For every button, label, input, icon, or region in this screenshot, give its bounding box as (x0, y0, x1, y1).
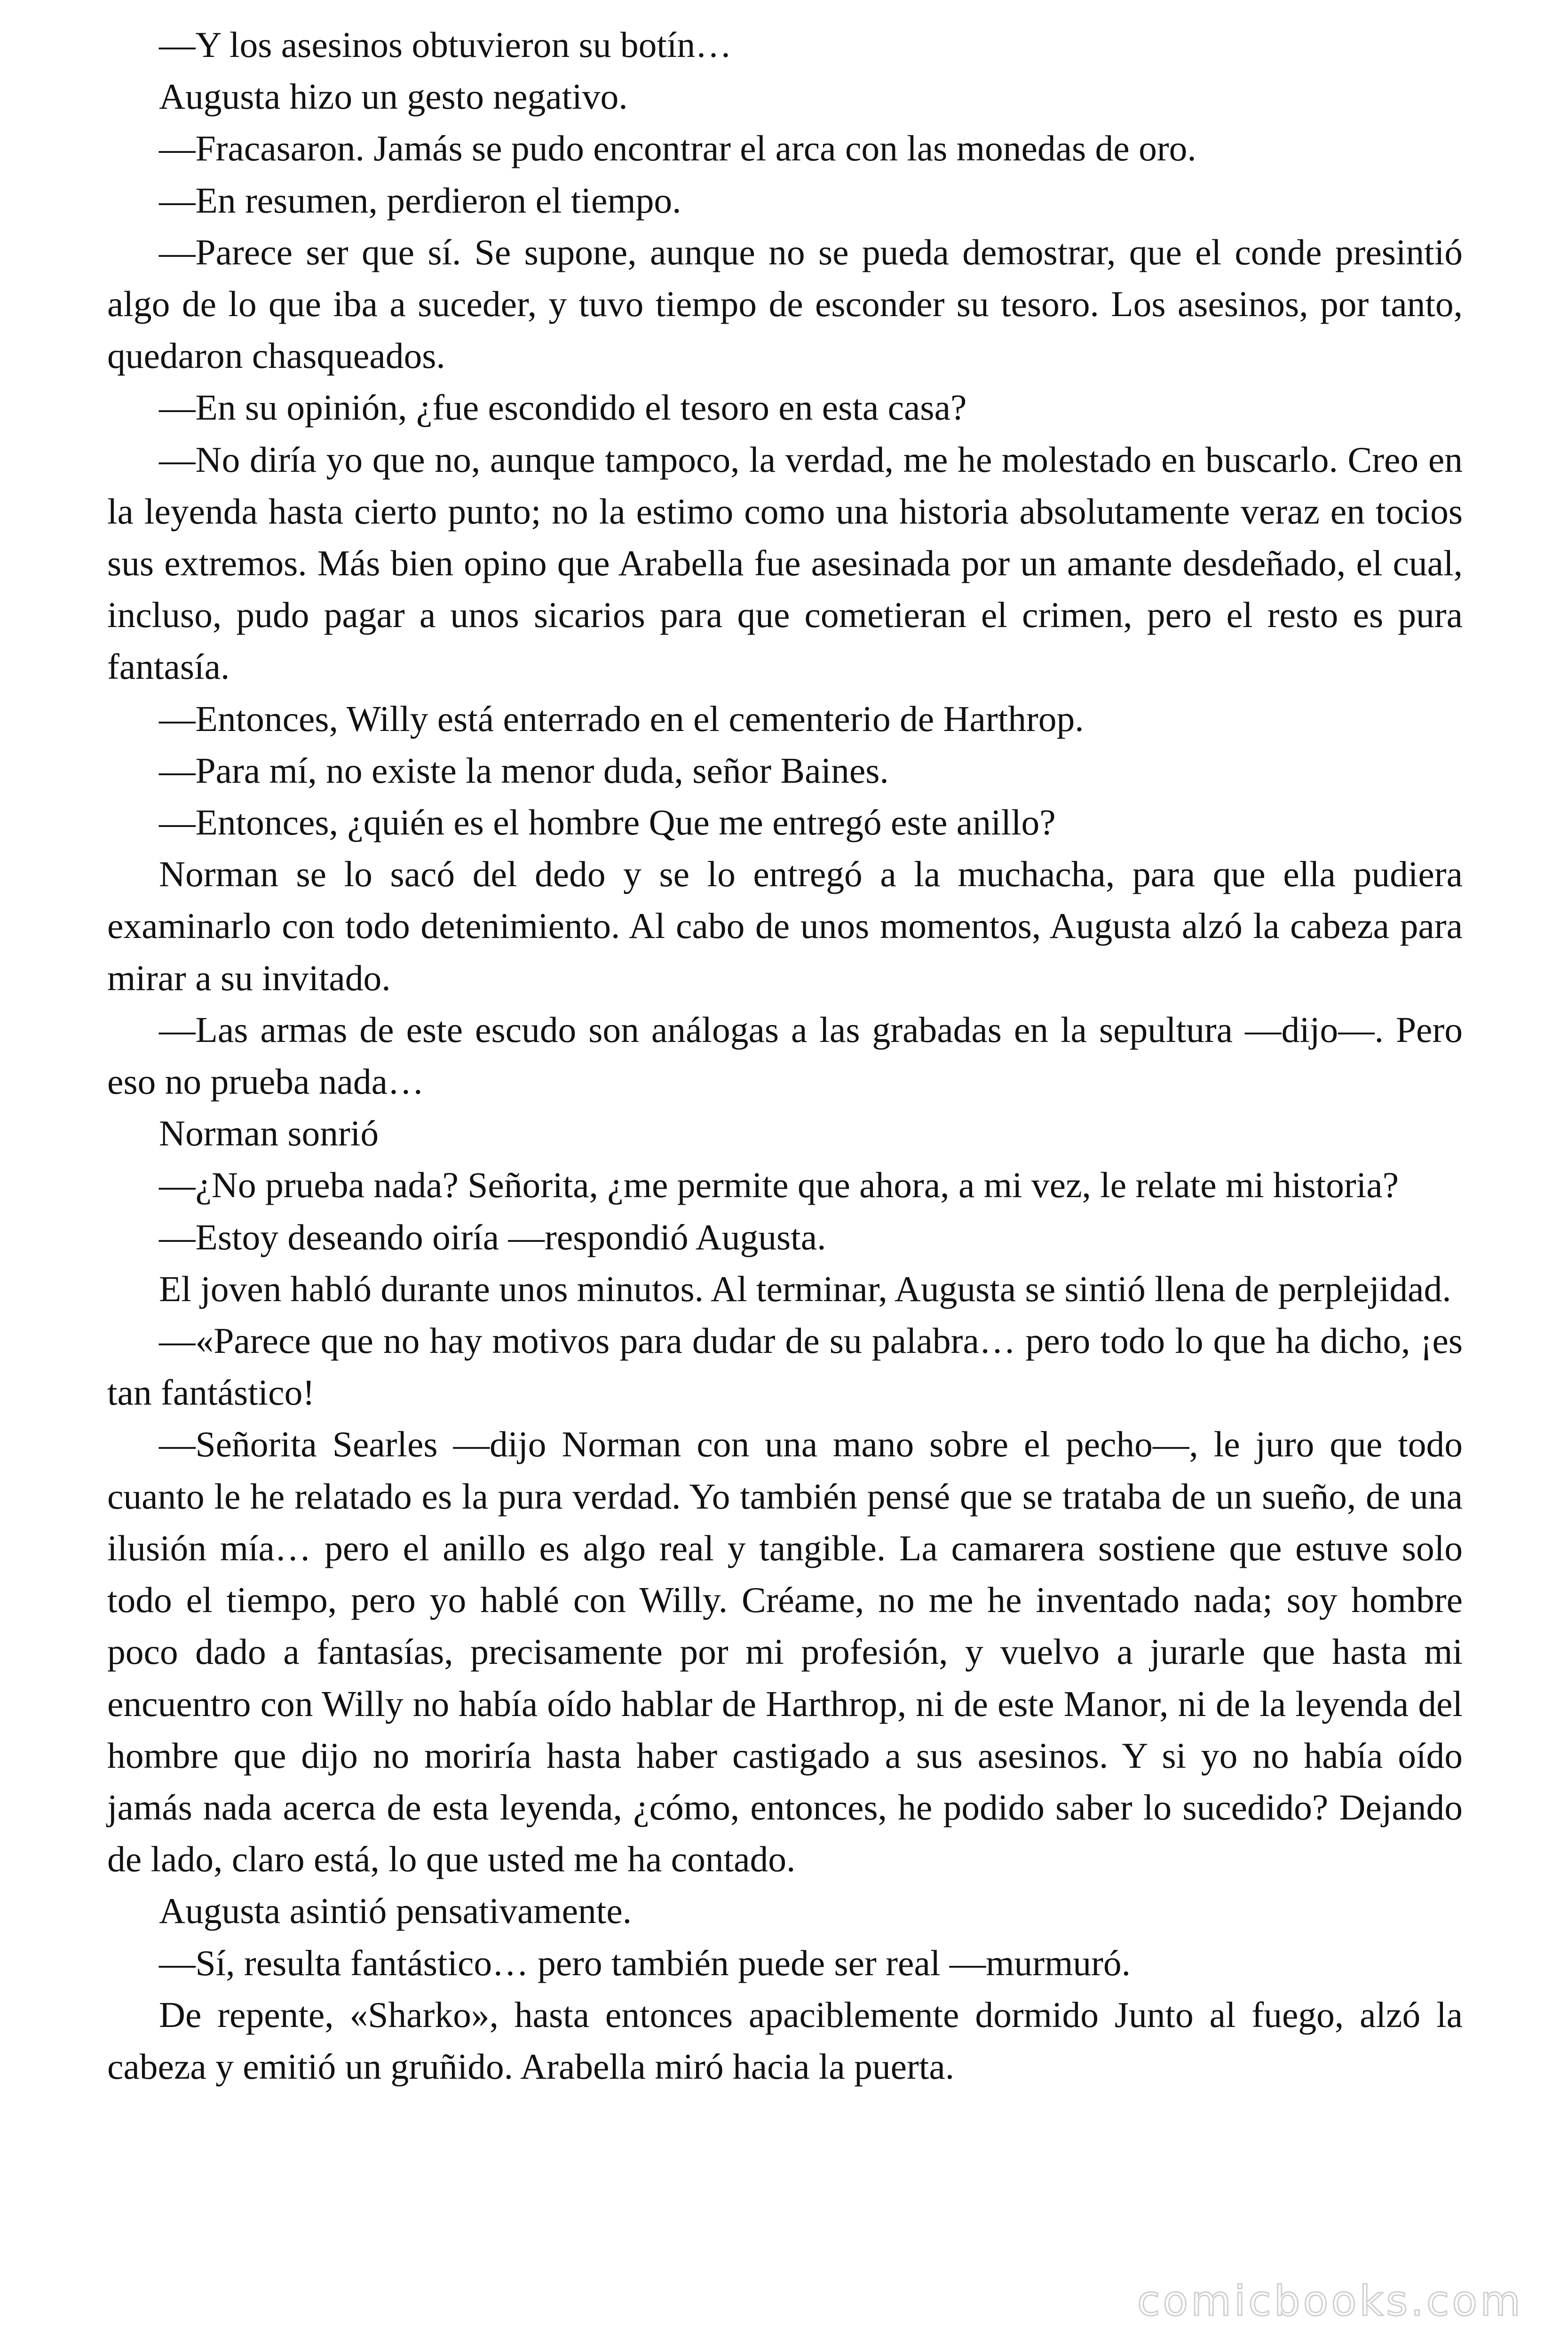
paragraph: Augusta hizo un gesto negativo. (159, 76, 628, 117)
paragraph: —Señorita Searles —dijo Norman con una mano sobre el pecho—, le juro que todo cuanto le he relatado es la pura verdad. Yo también pensé que se trataba de un sueño, de una ilusión mía… pero el anillo es algo real y tangible. La camarera sostiene que estuve solo todo el tiempo, pero yo hablé con Willy. Créame, no me he inventado nada; soy hombre poco dado a fantasías, precisamente por mi profesión, y vuelvo a jurarle que hasta mi encuentro con Willy no había oído hablar de Harthrop, ni de este Manor, ni de la leyenda del hombre que dijo no moriría hasta haber castigado a sus asesinos. Y si yo no había oído jamás nada acerca de esta leyenda, ¿cómo, entonces, he podido saber lo sucedido? Dejando de lado, claro está, lo que usted me ha contado. (107, 1424, 1463, 1880)
paragraph: De repente, «Sharko», hasta entonces apaciblemente dormido Junto al fuego, alzó la cabeza y emitió un gruñido. Arabella miró hacia la puerta. (107, 1994, 1463, 2087)
watermark: comicbooks.com (1137, 2277, 1523, 2325)
paragraph: —Entonces, ¿quién es el hombre Que me entregó este anillo? (159, 802, 1056, 843)
paragraph: —Entonces, Willy está enterrado en el cementerio de Harthrop. (159, 698, 1084, 739)
paragraph: —En su opinión, ¿fue escondido el tesoro en esta casa? (159, 387, 967, 428)
paragraph: —Las armas de este escudo son análogas a las grabadas en la sepultura —dijo—. Pero eso no prueba nada… (107, 1009, 1463, 1102)
page-body (107, 19, 1463, 2092)
paragraph: —¿No prueba nada? Señorita, ¿me permite que ahora, a mi vez, le relate mi historia? (159, 1165, 1399, 1206)
paragraph: El joven habló durante unos minutos. Al terminar, Augusta se sintió llena de perplejidad. (159, 1268, 1451, 1309)
paragraph: —Y los asesinos obtuvieron su botín… (159, 24, 732, 65)
paragraph: Norman se lo sacó del dedo y se lo entregó a la muchacha, para que ella pudiera examinarlo con todo detenimiento. Al cabo de unos momentos, Augusta alzó la cabeza para mirar a su invitado. (107, 854, 1463, 998)
paragraph: —En resumen, perdieron el tiempo. (159, 180, 681, 221)
paragraph: —Estoy deseando oiría —respondió Augusta. (159, 1216, 826, 1257)
paragraph: Norman sonrió (159, 1113, 379, 1154)
paragraph: Augusta asintió pensativamente. (159, 1891, 632, 1931)
paragraph: —Parece ser que sí. Se supone, aunque no se pueda demostrar, que el conde presintió algo de lo que iba a suceder, y tuvo tiempo de esconder su tesoro. Los asesinos, por tanto, quedaron chasqueados. (107, 231, 1463, 376)
paragraph: —Para mí, no existe la menor duda, señor Baines. (159, 750, 889, 791)
paragraph: —Sí, resulta fantástico… pero también puede ser real —murmuró. (159, 1942, 1131, 1983)
paragraph: —Fracasaron. Jamás se pudo encontrar el arca con las monedas de oro. (159, 128, 1196, 169)
paragraph: —No diría yo que no, aunque tampoco, la verdad, me he molestado en buscarlo. Creo en la leyenda hasta cierto punto; no la estimo como una historia absolutamente veraz en tocios sus extremos. Más bien opino que Arabella fue asesinada por un amante desdeñado, el cual, incluso, pudo pagar a unos sicarios para que cometieran el crimen, pero el resto es pura fantasía. (107, 439, 1463, 687)
paragraph: —«Parece que no hay motivos para dudar de su palabra… pero todo lo que ha dicho, ¡es tan fantástico! (107, 1320, 1463, 1413)
